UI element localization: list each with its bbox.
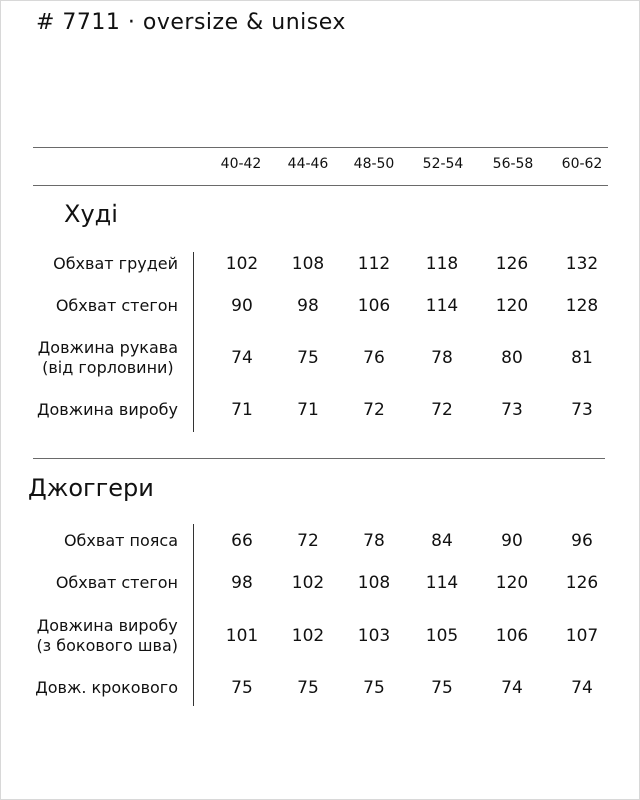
measurement-cell: 73	[571, 400, 593, 420]
measurement-cell: 103	[357, 626, 391, 646]
section-title: Худі	[64, 200, 118, 228]
row-label: Обхват грудей	[53, 254, 178, 273]
row-label: Обхват пояса	[63, 531, 178, 550]
measurement-cell: 96	[571, 531, 593, 551]
measurement-cell: 75	[231, 678, 253, 698]
header-divider-top	[33, 147, 608, 148]
measurement-cell: 75	[363, 678, 385, 698]
measurement-cell: 72	[363, 400, 385, 420]
header-divider-bottom	[33, 185, 608, 186]
size-column-header: 48-50	[353, 156, 395, 172]
measurement-cell: 71	[297, 400, 319, 420]
size-column-header: 44-46	[287, 156, 329, 172]
measurement-cell: 74	[231, 348, 253, 368]
row-label: Обхват стегон	[55, 573, 178, 592]
measurement-cell: 107	[565, 626, 599, 646]
measurement-cell: 118	[425, 254, 459, 274]
label-column-divider	[193, 252, 194, 432]
measurement-cell: 78	[363, 531, 385, 551]
row-label: Довж. крокового	[35, 678, 178, 697]
label-column-divider	[193, 524, 194, 706]
measurement-cell: 126	[565, 573, 599, 593]
measurement-cell: 75	[297, 678, 319, 698]
measurement-cell: 108	[357, 573, 391, 593]
measurement-cell: 128	[565, 296, 599, 316]
measurement-cell: 78	[431, 348, 453, 368]
page-title: # 7711 · oversize & unisex	[36, 10, 346, 35]
measurement-cell: 106	[357, 296, 391, 316]
measurement-cell: 120	[495, 296, 529, 316]
row-label: Довжина рукава (від горловини)	[37, 338, 178, 377]
measurement-cell: 75	[431, 678, 453, 698]
measurement-cell: 76	[363, 348, 385, 368]
measurement-cell: 73	[501, 400, 523, 420]
row-label: Довжина виробу (з бокового шва)	[36, 616, 178, 655]
measurement-cell: 126	[495, 254, 529, 274]
measurement-cell: 120	[495, 573, 529, 593]
measurement-cell: 74	[501, 678, 523, 698]
measurement-cell: 98	[231, 573, 253, 593]
measurement-cell: 132	[565, 254, 599, 274]
measurement-cell: 90	[501, 531, 523, 551]
measurement-cell: 72	[431, 400, 453, 420]
measurement-cell: 66	[231, 531, 253, 551]
size-column-header: 40-42	[220, 156, 262, 172]
measurement-cell: 112	[357, 254, 391, 274]
measurement-cell: 114	[425, 573, 459, 593]
measurement-cell: 102	[225, 254, 259, 274]
measurement-cell: 72	[297, 531, 319, 551]
measurement-cell: 98	[297, 296, 319, 316]
row-label: Обхват стегон	[55, 296, 178, 315]
measurement-cell: 101	[225, 626, 259, 646]
row-label: Довжина виробу	[37, 400, 178, 419]
measurement-cell: 105	[425, 626, 459, 646]
size-column-header: 52-54	[422, 156, 464, 172]
measurement-cell: 108	[291, 254, 325, 274]
measurement-cell: 106	[495, 626, 529, 646]
section-divider	[33, 458, 605, 459]
measurement-cell: 80	[501, 348, 523, 368]
measurement-cell: 75	[297, 348, 319, 368]
measurement-cell: 71	[231, 400, 253, 420]
measurement-cell: 102	[291, 573, 325, 593]
measurement-cell: 84	[431, 531, 453, 551]
measurement-cell: 81	[571, 348, 593, 368]
size-column-header: 60-62	[561, 156, 603, 172]
measurement-cell: 74	[571, 678, 593, 698]
section-title: Джоггери	[28, 474, 154, 502]
size-column-header: 56-58	[492, 156, 534, 172]
measurement-cell: 114	[425, 296, 459, 316]
measurement-cell: 102	[291, 626, 325, 646]
measurement-cell: 90	[231, 296, 253, 316]
